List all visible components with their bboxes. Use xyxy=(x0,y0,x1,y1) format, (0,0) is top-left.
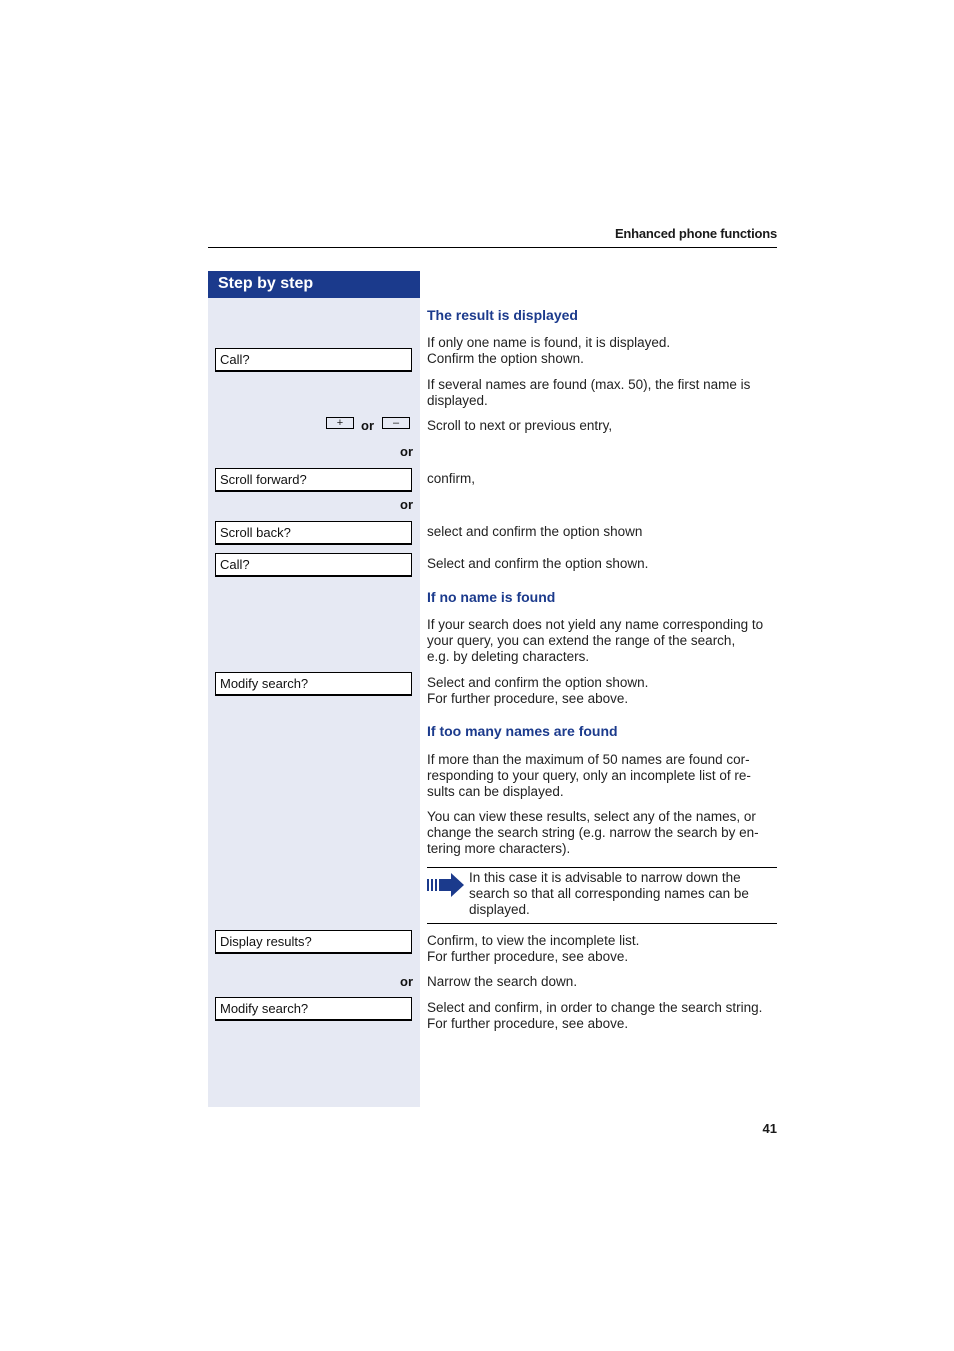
or-label: or xyxy=(361,418,374,433)
paragraph: If several names are found (max. 50), the first name is displayed. xyxy=(427,377,751,408)
note-arrow-icon xyxy=(427,873,465,897)
display-modify-search-option[interactable]: Modify search? xyxy=(215,672,412,696)
note-bottom-rule xyxy=(427,923,777,924)
note-text: In this case it is advisable to narrow down the search so that all corresponding names can be displayed. xyxy=(469,870,749,917)
note-top-rule xyxy=(427,867,777,868)
or-label: or xyxy=(400,497,413,512)
paragraph: If your search does not yield any name corresponding to your query, you can extend the range of the search, e.g. by deleting characters. xyxy=(427,617,764,664)
display-modify-search-option[interactable]: Modify search? xyxy=(215,997,412,1021)
display-scroll-forward-option[interactable]: Scroll forward? xyxy=(215,468,412,492)
header-divider xyxy=(208,247,777,248)
paragraph: Select and confirm the option shown. For further procedure, see above. xyxy=(427,675,649,706)
or-label: or xyxy=(400,444,413,459)
paragraph-scroll: Scroll to next or previous entry, xyxy=(427,418,613,433)
section-heading-too-many: If too many names are found xyxy=(427,723,618,739)
paragraph: Select and confirm, in order to change the search string. For further procedure, see above. xyxy=(427,1000,763,1031)
paragraph: Narrow the search down. xyxy=(427,974,578,989)
scroll-keys xyxy=(326,417,416,433)
display-call-option[interactable]: Call? xyxy=(215,348,412,372)
page-number: 41 xyxy=(762,1121,777,1136)
paragraph: If more than the maximum of 50 names are found cor- responding to your query, only an incomplete list of re- sults can be displayed. xyxy=(427,752,751,799)
display-call-option[interactable]: Call? xyxy=(215,553,412,577)
section-heading-no-name: If no name is found xyxy=(427,589,556,605)
paragraph: Confirm, to view the incomplete list. For further procedure, see above. xyxy=(427,933,640,964)
or-label: or xyxy=(400,974,413,989)
paragraph: If only one name is found, it is displayed. Confirm the option shown. xyxy=(427,335,671,366)
page-header-title: Enhanced phone functions xyxy=(614,226,777,241)
paragraph-confirm: confirm, xyxy=(427,471,476,486)
display-scroll-back-option[interactable]: Scroll back? xyxy=(215,521,412,545)
minus-key-icon[interactable]: – xyxy=(382,417,410,429)
paragraph: You can view these results, select any of the names, or change the search string (e.g. narrow the search by en- tering more characters). xyxy=(427,809,759,856)
step-by-step-heading: Step by step xyxy=(208,271,420,298)
section-heading-result: The result is displayed xyxy=(427,307,578,323)
paragraph-select-confirm: select and confirm the option shown xyxy=(427,524,643,539)
paragraph-select-confirm: Select and confirm the option shown. xyxy=(427,556,649,571)
display-results-option[interactable]: Display results? xyxy=(215,930,412,954)
plus-key-icon[interactable]: + xyxy=(326,417,354,429)
